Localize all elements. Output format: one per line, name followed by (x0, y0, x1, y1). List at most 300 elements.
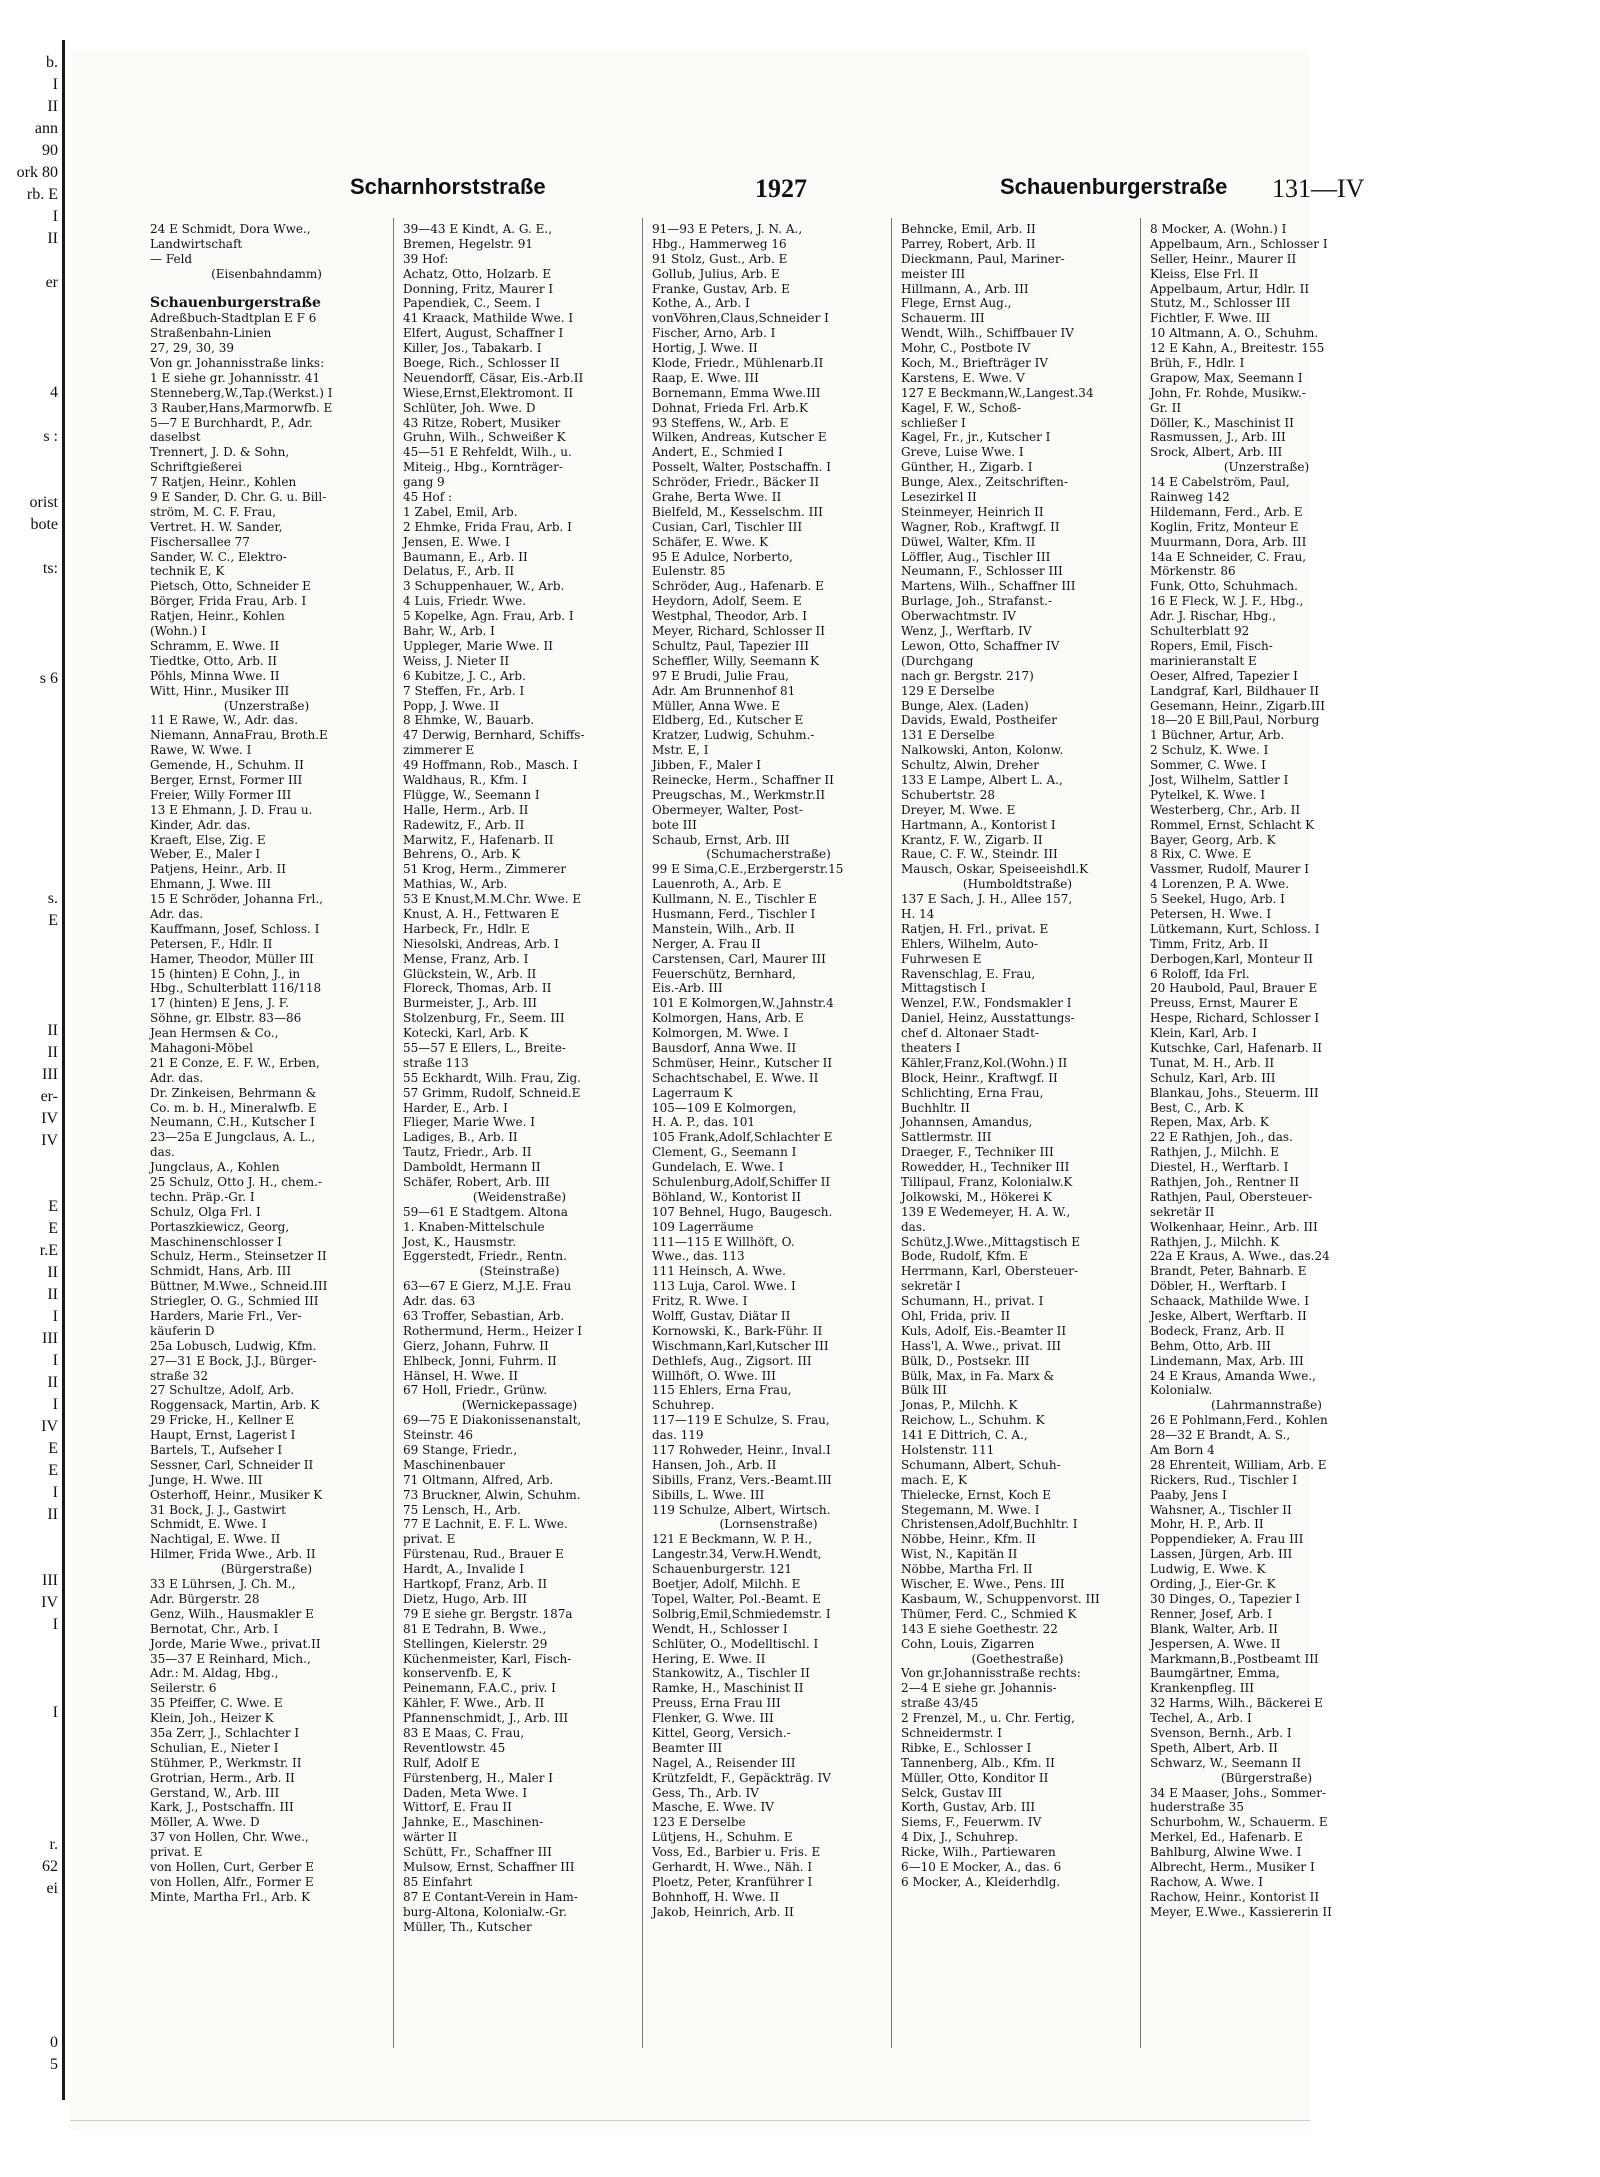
directory-line: Steinstr. 46 (403, 1428, 474, 1443)
directory-line: Mahagoni-Möbel (150, 1040, 253, 1055)
directory-line: Miteig., Hbg., Kornträger- (403, 460, 563, 475)
directory-line: Svenson, Bernh., Arb. I (1150, 1725, 1292, 1740)
previous-page-fragment: IV (41, 1110, 58, 1127)
directory-line: Kagel, F. W., Schoß- (901, 400, 1022, 415)
directory-line: Neumann, F., Schlosser III (901, 564, 1063, 579)
directory-line: Wwe., das. 113 (652, 1249, 745, 1264)
directory-line: 26 E Pohlmann,Ferd., Kohlen (1150, 1413, 1328, 1428)
directory-line: Rulf, Adolf E (403, 1755, 480, 1770)
directory-line: Schröder, Aug., Hafenarb. E (652, 579, 824, 594)
directory-line: Schramm, E. Wwe. II (150, 638, 280, 653)
directory-line: 33 E Lührsen, J. Ch. M., (150, 1577, 296, 1592)
directory-line: Adr. das. (150, 906, 204, 921)
previous-page-fragment: er (45, 274, 58, 291)
directory-line: Bunge, Alex. (Laden) (901, 698, 1029, 713)
directory-line: Schmüser, Heinr., Kutscher II (652, 1055, 833, 1070)
directory-line: 2 Schulz, K. Wwe. I (1150, 743, 1269, 758)
directory-line: Schulian, E., Nieter I (150, 1740, 279, 1755)
directory-line: Schlichting, Erna Frau, (901, 1085, 1044, 1100)
previous-page-fragment: bote (30, 516, 58, 533)
directory-line: techn. Präp.-Gr. I (150, 1189, 255, 1204)
directory-line: Uppleger, Marie Wwe. II (403, 638, 553, 653)
directory-line: Stankowitz, A., Tischler II (652, 1666, 810, 1681)
directory-line: Kleiss, Else Frl. II (1150, 266, 1259, 281)
directory-line: Jibben, F., Maler I (652, 758, 762, 773)
directory-line: Schütt, Fr., Schaffner III (403, 1845, 552, 1860)
directory-line: Tannenberg, Alb., Kfm. II (901, 1755, 1055, 1770)
directory-line: 93 Steffens, W., Arb. E (652, 415, 789, 430)
directory-line: 15 E Schröder, Johanna Frl., (150, 892, 323, 907)
previous-page-fragment: E (48, 1440, 58, 1457)
directory-line: Kinder, Adr. das. (150, 817, 251, 832)
column-divider (891, 218, 892, 2048)
directory-line: Wolkenhaar, Heinr., Arb. III (1150, 1219, 1318, 1234)
directory-line: Böhland, W., Kontorist II (652, 1189, 801, 1204)
previous-page-fragment: r.E (39, 1242, 58, 1259)
previous-page-fragment: III (42, 1066, 58, 1083)
directory-line: Renner, Josef, Arb. I (1150, 1606, 1273, 1621)
directory-line: Berger, Ernst, Former III (150, 772, 303, 787)
directory-line: Preugschas, M., Werkmstr.II (652, 787, 826, 802)
directory-line: straße 113 (403, 1055, 469, 1070)
directory-line: 91—93 E Peters, J. N. A., (652, 222, 803, 236)
directory-line: 41 Kraack, Mathilde Wwe. I (403, 311, 574, 326)
directory-line: Bahr, W., Arb. I (403, 624, 495, 639)
previous-page-fragment: I (52, 1616, 58, 1633)
directory-line: Schachtschabel, E. Wwe. II (652, 1070, 819, 1085)
directory-line: Behncke, Emil, Arb. II (901, 222, 1036, 236)
directory-line: Adr. J. Rischar, Hbg., (1150, 609, 1277, 624)
directory-line: Rothermund, Herm., Heizer I (403, 1323, 583, 1338)
previous-page-fragment: orist (29, 494, 58, 511)
directory-line: das. (150, 1145, 175, 1160)
directory-line: straße 43/45 (901, 1696, 979, 1711)
directory-line: 12 E Kahn, A., Breitestr. 155 (1150, 341, 1325, 356)
directory-line: 75 Lensch, H., Arb. (403, 1502, 521, 1517)
directory-line: Appelbaum, Arn., Schlosser I (1150, 236, 1328, 251)
directory-line: burg-Altona, Kolonialw.-Gr. (403, 1904, 567, 1919)
directory-line: Oberwachtmstr. IV (901, 609, 1016, 624)
previous-page-fragment: IV (41, 1418, 58, 1435)
directory-line: 85 Einfahrt (403, 1874, 473, 1889)
directory-line: 6 Roloff, Ida Frl. (1150, 966, 1250, 981)
directory-line: Co. m. b. H., Mineralwfb. E (150, 1100, 317, 1115)
directory-line: Hbg., Schulterblatt 116/118 (150, 981, 322, 996)
directory-line: Lesezirkel II (901, 490, 977, 505)
directory-line: 17 (hinten) E Jens, J. F. (150, 996, 289, 1011)
previous-page-fragment: I (52, 76, 58, 93)
directory-line: Wilken, Andreas, Kutscher E (652, 430, 827, 445)
directory-line: Marwitz, F., Hafenarb. II (403, 832, 554, 847)
directory-line: Delatus, F., Arb. II (403, 564, 515, 579)
directory-line: Schröder, Friedr., Bäcker II (652, 475, 820, 490)
directory-line: 1 Zabel, Emil, Arb. (403, 504, 518, 519)
directory-line: H. 14 (901, 906, 935, 921)
directory-line: Wist, N., Kapitän II (901, 1547, 1018, 1562)
directory-line: Sommer, C. Wwe. I (1150, 758, 1266, 773)
previous-page-fragment: s : (43, 428, 58, 445)
previous-page-fragment: s. (47, 890, 58, 907)
directory-line: (Schumacherstraße) (706, 847, 831, 862)
directory-line: Beamter III (652, 1740, 723, 1755)
directory-line: (Wohn.) I (150, 624, 206, 639)
directory-line: 8 Ehmke, W., Bauarb. (403, 713, 535, 728)
directory-line: Grahe, Berta Wwe. II (652, 490, 782, 505)
directory-line: Korth, Gustav, Arb. III (901, 1800, 1036, 1815)
directory-line: Hartkopf, Franz, Arb. II (403, 1577, 548, 1592)
directory-line: Ropers, Emil, Fisch- (1150, 638, 1273, 653)
directory-line: 27, 29, 30, 39 (150, 341, 234, 356)
directory-line: Hbg., Hammerweg 16 (652, 236, 787, 251)
directory-line: Schultz, Paul, Tapezier III (652, 638, 809, 653)
directory-line: Günther, H., Zigarb. I (901, 460, 1033, 475)
directory-line (150, 282, 383, 297)
directory-line: 16 E Fleck, W. J. F., Hbg., (1150, 594, 1304, 609)
directory-line: 35a Zerr, J., Schlachter I (150, 1725, 300, 1740)
directory-line: Boetjer, Adolf, Milchh. E (652, 1577, 801, 1592)
directory-line: 51 Krog, Herm., Zimmerer (403, 862, 567, 877)
previous-page-fragment: I (52, 1396, 58, 1413)
directory-line: Hardt, A., Invalide I (403, 1562, 525, 1577)
directory-line: Jost, Wilhelm, Sattler I (1150, 772, 1289, 787)
directory-line: Stellingen, Kielerstr. 29 (403, 1636, 548, 1651)
directory-line: Klein, Karl, Arb. I (1150, 1026, 1257, 1041)
directory-line: Behrens, O., Arb. K (403, 847, 521, 862)
directory-line: Bielfeld, M., Kesselschm. III (652, 504, 823, 519)
directory-line: Kornowski, K., Bark-Führ. II (652, 1323, 823, 1338)
directory-line: Reinecke, Herm., Schaffner II (652, 772, 834, 787)
directory-line: wärter II (403, 1830, 458, 1845)
directory-line: Kolmorgen, Hans, Arb. E (652, 1011, 804, 1026)
previous-page-fragment: II (47, 1022, 58, 1039)
directory-line: Stolzenburg, Fr., Seem. III (403, 1011, 565, 1026)
directory-line: Flieger, Marie Wwe. I (403, 1115, 535, 1130)
directory-line: Genz, Wilh., Hausmakler E (150, 1606, 314, 1621)
directory-line: 13 E Ehmann, J. D. Frau u. (150, 802, 313, 817)
directory-line: Fuhrwesen E (901, 951, 982, 966)
directory-line: 14a E Schneider, C. Frau, (1150, 549, 1307, 564)
directory-line: Nöbbe, Martha Frl. II (901, 1562, 1033, 1577)
directory-line: Bornemann, Emma Wwe.III (652, 385, 821, 400)
directory-line: Reichow, L., Schuhm. K (901, 1413, 1045, 1428)
directory-line: Mörkenstr. 86 (1150, 564, 1236, 579)
directory-line: 117 Rohweder, Heinr., Inval.I (652, 1443, 831, 1458)
directory-line: chef d. Altonaer Stadt- (901, 1026, 1039, 1041)
previous-page-fragment: I (52, 1484, 58, 1501)
directory-line: 28 Ehrenteit, William, Arb. E (1150, 1457, 1327, 1472)
directory-line: Mense, Franz, Arb. I (403, 951, 529, 966)
directory-line: Thielecke, Ernst, Koch E (901, 1487, 1052, 1502)
directory-line: 5 Seekel, Hugo, Arb. I (1150, 892, 1285, 907)
directory-line: Selck, Gustav III (901, 1785, 1003, 1800)
directory-line: Best, C., Arb. K (1150, 1100, 1244, 1115)
directory-line: Koch, M., Briefträger IV (901, 356, 1049, 371)
directory-line: Grapow, Max, Seemann I (1150, 370, 1303, 385)
directory-line: 107 Behnel, Hugo, Baugesch. (652, 1204, 833, 1219)
directory-line: Hering, E. Wwe. II (652, 1651, 766, 1666)
directory-line: Schwarz, W., Seemann II (1150, 1755, 1302, 1770)
directory-line: Feuerschütz, Bernhard, (652, 966, 796, 981)
directory-line: Timm, Fritz, Arb. II (1150, 936, 1269, 951)
directory-line: Popp, J. Wwe. II (403, 698, 500, 713)
directory-line: Merkel, Ed., Hafenarb. E (1150, 1830, 1303, 1845)
directory-line: 2 Frenzel, M., u. Chr. Fertig, (901, 1711, 1075, 1726)
directory-line: 63—67 E Gierz, M.J.E. Frau (403, 1279, 572, 1294)
directory-line: 129 E Derselbe (901, 683, 995, 698)
directory-line: Schneidermstr. I (901, 1725, 1003, 1740)
directory-line: Petersen, F., Hdlr. II (150, 936, 273, 951)
directory-line: Kähler, F. Wwe., Arb. II (403, 1696, 545, 1711)
directory-line: Ravenschlag, E. Frau, (901, 966, 1036, 981)
directory-line: Fürstenau, Rud., Brauer E (403, 1547, 564, 1562)
directory-line: Rowedder, H., Techniker III (901, 1160, 1070, 1175)
directory-line: 29 Fricke, H., Kellner E (150, 1413, 295, 1428)
directory-line: Schauenburgerstr. 121 (652, 1562, 792, 1577)
directory-line: Maschinenbauer (403, 1457, 505, 1472)
directory-line: Fichtler, F. Wwe. III (1150, 311, 1271, 326)
directory-line: Kark, J., Postschaffn. III (150, 1800, 294, 1815)
directory-line: sekretär I (901, 1279, 961, 1294)
directory-line: Pöhls, Minna Wwe. II (150, 668, 280, 683)
directory-line: Fritz, R. Wwe. I (652, 1294, 748, 1309)
directory-line: Lewon, Otto, Schaffner IV (901, 638, 1060, 653)
directory-line: Brandt, Peter, Bahnarb. E (1150, 1264, 1307, 1279)
previous-page-fragment: 90 (42, 142, 58, 159)
directory-line: 115 Ehlers, Erna Frau, (652, 1383, 792, 1398)
previous-page-fragment: II (47, 1264, 58, 1281)
directory-line: Papendiek, C., Seem. I (403, 296, 541, 311)
directory-line: Lindemann, Max, Arb. III (1150, 1353, 1304, 1368)
directory-line: Rasmussen, J., Arb. III (1150, 430, 1286, 445)
directory-line: 22a E Kraus, A. Wwe., das.24 (1150, 1249, 1330, 1264)
directory-line: 59—61 E Stadtgem. Altona (403, 1204, 568, 1219)
directory-line: 5 Kopelke, Agn. Frau, Arb. I (403, 609, 574, 624)
directory-line: 10 Altmann, A. O., Schuhm. (1150, 326, 1319, 341)
directory-line: Löffler, Aug., Tischler III (901, 549, 1051, 564)
directory-line: Glückstein, W., Arb. II (403, 966, 537, 981)
directory-line: Donning, Fritz, Maurer I (403, 281, 554, 296)
previous-page-fragment: I (52, 1308, 58, 1325)
directory-line: 113 Luja, Carol. Wwe. I (652, 1279, 796, 1294)
directory-line: Blankau, Johs., Steuerm. III (1150, 1085, 1319, 1100)
directory-line: Dreyer, M. Wwe. E (901, 802, 1016, 817)
directory-line: Tillipaul, Franz, Kolonialw.K (901, 1175, 1073, 1189)
directory-line: Ludwig, E. Wwe. K (1150, 1562, 1266, 1577)
directory-line: theaters I (901, 1040, 961, 1055)
directory-line: Oeser, Alfred, Tapezier I (1150, 668, 1298, 683)
directory-line: 69 Stange, Friedr., (403, 1443, 518, 1458)
directory-line: Dohnat, Frieda Frl. Arb.K (652, 400, 808, 415)
directory-line: Schauerm. III (901, 311, 985, 326)
directory-line: 35 Pfeiffer, C. Wwe. E (150, 1696, 283, 1711)
directory-line: Steinmeyer, Heinrich II (901, 504, 1044, 519)
directory-line: 111 Heinsch, A. Wwe. (652, 1264, 786, 1279)
previous-page-fragment: E (48, 1462, 58, 1479)
directory-line: Flügge, W., Seemann I (403, 787, 540, 802)
directory-line: konservenfb. E, K (403, 1666, 511, 1681)
directory-line: Mulsow, Ernst, Schaffner III (403, 1859, 575, 1874)
directory-line: Dethlefs, Aug., Zigsort. III (652, 1353, 812, 1368)
previous-page-fragment: II (47, 1044, 58, 1061)
directory-column-3 (652, 222, 885, 2052)
directory-line: Hartmann, A., Kontorist I (901, 817, 1056, 832)
directory-line: Preuss, Erna Frau III (652, 1696, 781, 1711)
directory-line: Eggerstedt, Friedr., Rentn. (403, 1249, 567, 1264)
directory-line: Dietz, Hugo, Arb. III (403, 1591, 527, 1606)
directory-line: Markmann,B.,Postbeamt III (1150, 1651, 1319, 1666)
directory-line: Jost, K., Hausmstr. (403, 1234, 517, 1249)
directory-line: Gr. II (1150, 400, 1182, 415)
previous-page-fragment: II (47, 230, 58, 247)
directory-line: 77 E Lachnit, E. F. L. Wwe. (403, 1517, 568, 1532)
directory-line: Flenker, G. Wwe. III (652, 1711, 774, 1726)
directory-line: Schumann, H., privat. I (901, 1294, 1044, 1309)
directory-line: Westphal, Theodor, Arb. I (652, 609, 807, 624)
directory-line: vonVöhren,Claus,Schneider I (652, 311, 829, 326)
directory-line: Sessner, Carl, Schneider II (150, 1457, 314, 1472)
directory-line: Hass'l, A. Wwe., privat. III (901, 1338, 1062, 1353)
directory-line: Küchenmeister, Karl, Fisch- (403, 1651, 572, 1666)
directory-line: Gollub, Julius, Arb. E (652, 266, 780, 281)
directory-line: 28—32 E Brandt, A. S., (1150, 1428, 1291, 1443)
directory-line: Striegler, O. G., Schmied III (150, 1294, 319, 1309)
directory-line: Rawe, W. Wwe. I (150, 743, 252, 758)
directory-line: Stutz, M., Schlosser III (1150, 296, 1291, 311)
header-page-number: 131—IV (1272, 174, 1365, 203)
directory-line: 141 E Dittrich, C. A., (901, 1428, 1028, 1443)
directory-line: Voss, Ed., Barbier u. Fris. E (652, 1845, 821, 1860)
directory-line: Andert, E., Schmied I (652, 445, 783, 460)
directory-line: Killer, Jos., Tabakarb. I (403, 341, 542, 356)
directory-line: Preuss, Ernst, Maurer E (1150, 996, 1298, 1011)
directory-line: Haupt, Ernst, Lagerist I (150, 1428, 296, 1443)
directory-line: Nöbbe, Heinr., Kfm. II (901, 1532, 1036, 1547)
directory-column-5 (1150, 222, 1383, 2052)
directory-line: Martens, Wilh., Schaffner III (901, 579, 1076, 594)
directory-line: (Eisenbahndamm) (211, 266, 322, 281)
directory-line: Schriftgießerei (150, 460, 242, 475)
directory-line: Funk, Otto, Schuhmach. (1150, 579, 1298, 594)
directory-line: 3 Rauber,Hans,Marmorwfb. E (150, 400, 333, 415)
previous-page-fragment: ts: (42, 560, 58, 577)
directory-line: Bülk, Max, in Fa. Marx & (901, 1368, 1055, 1383)
directory-line: Trennert, J. D. & Sohn, (150, 445, 290, 460)
directory-line: Kolmorgen, M. Wwe. I (652, 1026, 789, 1041)
directory-line: 87 E Contant-Verein in Ham- (403, 1889, 578, 1904)
directory-line: meister III (901, 266, 966, 281)
directory-line: Schütz,J.Wwe.,Mittagstisch E (901, 1234, 1080, 1249)
directory-line: Schaub, Ernst, Arb. III (652, 832, 790, 847)
directory-line: Bülk III (901, 1383, 947, 1398)
directory-line: Kagel, Fr., jr., Kutscher I (901, 430, 1051, 445)
directory-line: Kullmann, N. E., Tischler E (652, 892, 817, 907)
directory-line: Wenzel, F.W., Fondsmakler I (901, 996, 1072, 1011)
directory-line: Sibills, Franz, Vers.-Beamt.III (652, 1472, 832, 1487)
directory-line: Eulenstr. 85 (652, 564, 726, 579)
directory-line: 139 E Wedemeyer, H. A. W., (901, 1204, 1071, 1219)
directory-line: Franke, Gustav, Arb. E (652, 281, 790, 296)
directory-line: Adreßbuch-Stadtplan E F 6 (150, 311, 317, 326)
directory-line: technik E, K (150, 564, 225, 579)
directory-line: Knust, A. H., Fettwaren E (403, 906, 560, 921)
directory-line: Kolonialw. (1150, 1383, 1213, 1398)
previous-page-fragment: b. (46, 54, 58, 71)
directory-line: Manstein, Wilh., Arb. II (652, 921, 795, 936)
directory-line: Jorde, Marie Wwe., privat.II (150, 1636, 321, 1651)
previous-page-fragment: ann (34, 120, 58, 137)
directory-line: (Wernickepassage) (461, 1398, 578, 1413)
directory-line: 14 E Cabelström, Paul, (1150, 475, 1290, 490)
directory-line: 15 (hinten) E Cohn, J., in (150, 966, 301, 981)
directory-line: 25a Lobusch, Ludwig, Kfm. (150, 1338, 317, 1353)
directory-line: Ording, J., Eier-Gr. K (1150, 1577, 1276, 1592)
directory-line: Posselt, Walter, Postschaffn. I (652, 460, 831, 475)
directory-line: Mstr. E, I (652, 743, 709, 758)
directory-line: 5—7 E Burchhardt, P., Adr. (150, 415, 313, 430)
directory-line: 1 Büchner, Artur, Arb. (1150, 728, 1285, 743)
directory-line: Wischmann,Karl,Kutscher III (652, 1338, 829, 1353)
directory-line: schließer I (901, 415, 966, 430)
directory-line: — Feld (150, 251, 193, 266)
directory-line: (Weidenstraße) (472, 1189, 567, 1204)
directory-line: 67 Holl, Friedr., Grünw. (403, 1383, 548, 1398)
directory-line: 32 Harms, Wilh., Bäckerei E (1150, 1696, 1323, 1711)
previous-page-fragment: rb. E (26, 186, 58, 203)
directory-line: Am Born 4 (1150, 1443, 1215, 1458)
directory-line: 7 Ratjen, Heinr., Kohlen (150, 475, 297, 490)
previous-page-fragment: E (48, 1198, 58, 1215)
directory-line: Schlüter, O., Modelltischl. I (652, 1636, 819, 1651)
directory-line: Ehmann, J. Wwe. III (150, 877, 272, 892)
previous-page-fragment: E (48, 912, 58, 929)
directory-line: Kasbaum, W., Schuppenvorst. III (901, 1591, 1100, 1606)
directory-line: Wendt, H., Schlosser I (652, 1621, 788, 1636)
directory-line: Hansen, Joh., Arb. II (652, 1457, 777, 1472)
directory-line: Weiss, J. Nieter II (403, 653, 510, 668)
directory-line: (Durchgang (901, 653, 974, 668)
directory-line: Bartels, T., Aufseher I (150, 1443, 283, 1458)
directory-line: Gesemann, Heinr., Zigarb.III (1150, 698, 1326, 713)
directory-line: Lagerraum K (652, 1085, 733, 1100)
directory-line: 8 Rix, C. Wwe. E (1150, 847, 1252, 862)
directory-line: 8 Mocker, A. (Wohn.) I (1150, 222, 1287, 236)
directory-line: Hänsel, H. Wwe. II (403, 1368, 518, 1383)
directory-line: Blank, Walter, Arb. II (1150, 1621, 1278, 1636)
directory-line: das. (901, 1219, 926, 1234)
directory-line: Fürstenberg, H., Maler I (403, 1770, 554, 1785)
previous-page-fragment: IV (41, 1132, 58, 1149)
directory-line: Weber, E., Maler I (150, 847, 261, 862)
directory-line: Fischersallee 77 (150, 534, 250, 549)
directory-line: marinieranstalt E (1150, 653, 1257, 668)
directory-line: Klode, Friedr., Mühlenarb.II (652, 356, 824, 371)
directory-line: Kutschke, Carl, Hafenarb. II (1150, 1040, 1322, 1055)
directory-line: Schulenburg,Adolf,Schiffer II (652, 1175, 831, 1189)
directory-line: Jonas, P., Milchh. K (901, 1398, 1018, 1413)
directory-line: käuferin D (150, 1323, 215, 1338)
directory-line: Hilmer, Frida Wwe., Arb. II (150, 1547, 316, 1562)
directory-line: Pfannenschmidt, J., Arb. III (403, 1711, 569, 1726)
directory-line: Wendt, Wilh., Schiffbauer IV (901, 326, 1074, 341)
directory-line: Johannsen, Amandus, (901, 1115, 1033, 1130)
directory-line: Meyer, Richard, Schlosser II (652, 624, 826, 639)
previous-page-fragment: r. (49, 1836, 58, 1853)
directory-line: Jensen, E. Wwe. I (403, 534, 510, 549)
directory-line: Rommel, Ernst, Schlacht K (1150, 817, 1315, 832)
directory-line: Baumgärtner, Emma, (1150, 1666, 1280, 1681)
previous-page-fragment: E (48, 1220, 58, 1237)
directory-line: Stegemann, M. Wwe. I (901, 1502, 1040, 1517)
